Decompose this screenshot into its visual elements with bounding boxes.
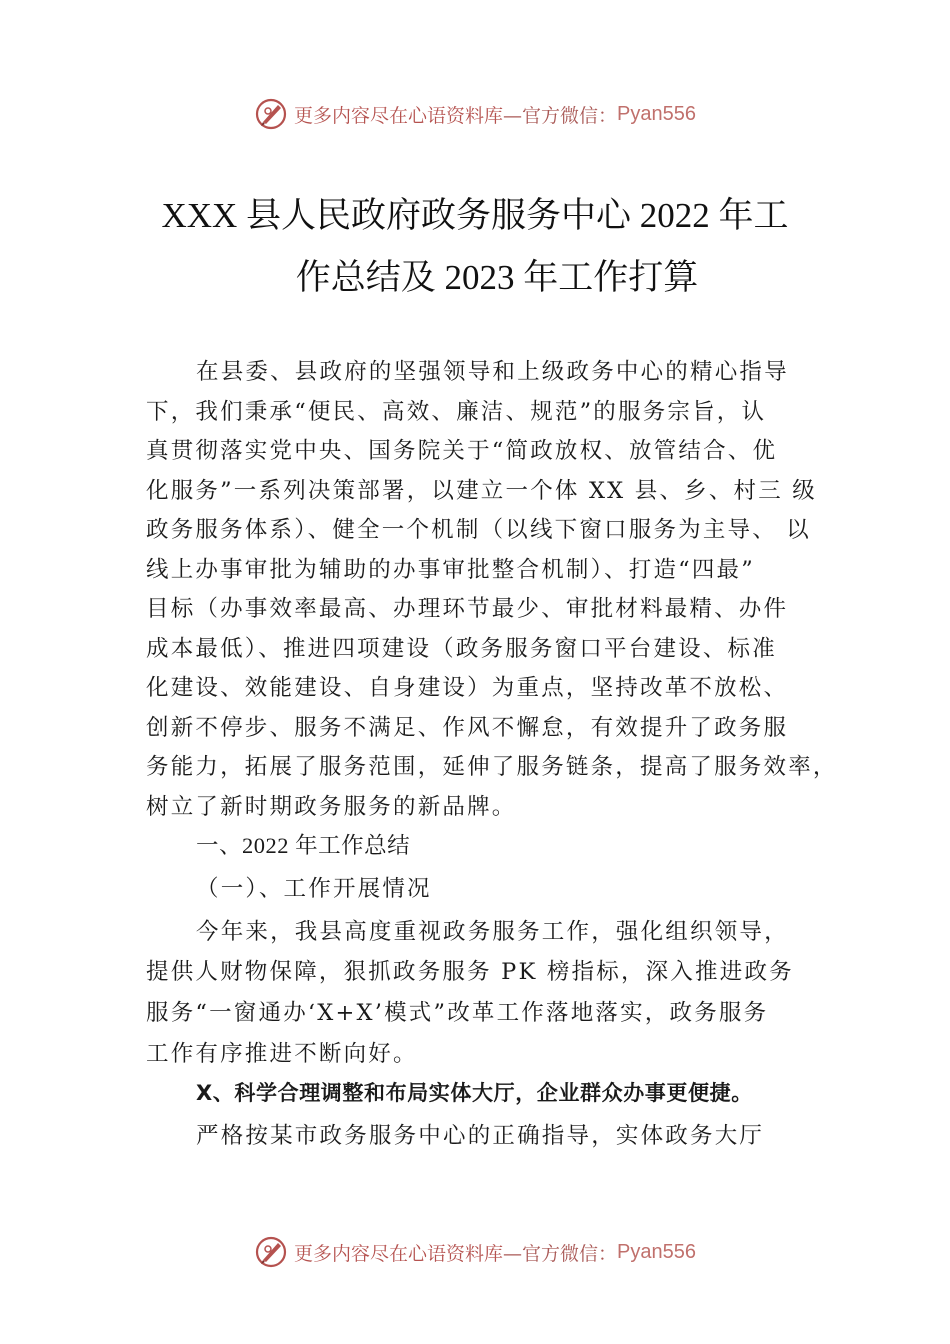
bold-point-heading: X、科学合理调整和布局实体大厅，企业群众办事更便捷。 [196, 1081, 753, 1105]
paragraph-line: 严格按某市政务服务中心的正确指导，实体政务大厅 [196, 1123, 765, 1149]
wechat-label: —官方微信： [503, 1242, 618, 1265]
paragraph-line: 线上办事审批为辅助的办事审批整合机制）、打造“四最” [146, 557, 755, 583]
red-pen-circle-logo-icon [254, 97, 288, 131]
paragraph-line: 提供人财物保障，狠抓政务服务 PK 榜指标，深入推进政务 [146, 959, 794, 985]
paragraph-line: 今年来，我县高度重视政务服务工作，强化组织领导， [196, 919, 789, 945]
paragraph-line: 工作有序推进不断向好。 [146, 1041, 418, 1067]
paragraph-line: 真贯彻落实党中央、国务院关于“简政放权、放管结合、优 [146, 438, 778, 464]
paragraph-line: 务能力，拓展了服务范围，延伸了服务链条，提高了服务效率， [146, 754, 838, 780]
header-watermark-banner [0, 94, 950, 134]
brand-text: 更多内容尽在心语资料库 [294, 1242, 504, 1265]
paragraph-line: 服务“一窗通办‘X+X’模式”改革工作落地落实，政务服务 [146, 1000, 769, 1026]
document-title-line-1: XXX 县人民政府政务服务中心 2022 年工 [161, 196, 789, 235]
paragraph-line: 下，我们秉承“便民、高效、廉洁、规范”的服务宗旨，认 [146, 399, 767, 425]
footer-watermark-banner [0, 1232, 950, 1272]
brand-text: 更多内容尽在心语资料库 [294, 104, 504, 127]
paragraph-line: 成本最低）、推进四项建设（政务服务窗口平台建设、标准 [146, 636, 777, 662]
paragraph-line: 树立了新时期政务服务的新品牌。 [146, 794, 517, 820]
paragraph-line: 创新不停步、服务不满足、作风不懈怠，有效提升了政务服 [146, 715, 789, 741]
paragraph-line: 在县委、县政府的坚强领导和上级政务中心的精心指导 [196, 359, 789, 385]
document-title-line-2: 作总结及 2023 年工作打算 [295, 258, 699, 297]
section-heading: 一、2022 年工作总结 [196, 833, 411, 858]
paragraph-line: 目标（办事效率最高、办理环节最少、审批材料最精、办件 [146, 596, 789, 622]
wechat-label: —官方微信： [503, 104, 618, 127]
subsection-heading: （一）、工作开展情况 [196, 876, 432, 902]
paragraph-line: 化建设、效能建设、自身建设）为重点，坚持改革不放松、 [146, 675, 789, 701]
wechat-account: Pyan556 [617, 102, 696, 125]
paragraph-line: 政务服务体系）、健全一个机制（以线下窗口服务为主导、 以 [146, 517, 812, 543]
red-pen-circle-logo-icon [254, 1235, 288, 1269]
paragraph-line: 化服务”一系列决策部署，以建立一个体 XX 县、乡、村三 级 [146, 478, 817, 504]
wechat-account: Pyan556 [617, 1240, 696, 1263]
